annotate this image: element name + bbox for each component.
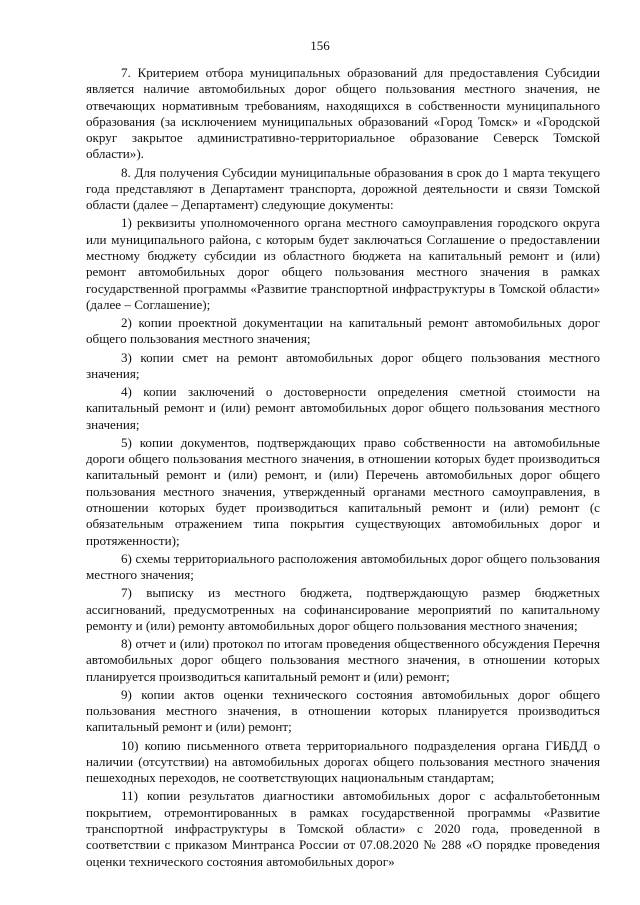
page-number: 156 — [310, 38, 330, 53]
list-item-3: 3) копии смет на ремонт автомобильных дорог общего пользования местного значения; — [86, 349, 600, 381]
list-item-9: 9) копии актов оценки технического состояния автомобильных дорог общего пользования местного значения, в отношении которых планируется производиться капитальный ремонт и (или) ремонт; — [86, 686, 600, 735]
list-item-6: 6) схемы территориального расположения автомобильных дорог общего пользования местного значения; — [86, 550, 600, 583]
list-item-11: 11) копии результатов диагностики автомобильных дорог с асфальтобетонным покрытием, отремонтированных в рамках государственной программы «Развитие транспортной инфраструктуры в Томской области» с 2020 года, проведенной в соответствии с приказом Минтранса России от 07.08.2020 № 288 «О порядке проведения оценки технического состояния автомобильных дорог» — [86, 788, 600, 869]
list-item-2: 2) копии проектной документации на капитальный ремонт автомобильных дорог общего пользования местного значения; — [86, 315, 600, 347]
list-item-1: 1) реквизиты уполномоченного органа местного самоуправления городского округа или муниципального района, с которым будет заключаться Соглашение о предоставлении местному бюджету субсидии из областного бюджета на капитальный ремонт и (или) ремонт автомобильных дорог общего пользования местного значения в рамках государственной программы «Развитие транспортной инфраструктуры в Томской области» (далее – Соглашение); — [86, 215, 600, 312]
list-item-7: 7) выписку из местного бюджета, подтверждающую размер бюджетных ассигнований, предусмотренных на софинансирование мероприятий по капитальному ремонту и (или) ремонту автомобильных дорог общего пользования местного значения; — [86, 585, 600, 633]
list-item-4: 4) копии заключений о достоверности определения сметной стоимости на капитальный ремонт и (или) ремонт автомобильных дорог общего пользования местного значения; — [86, 384, 600, 432]
list-item-5: 5) копии документов, подтверждающих право собственности на автомобильные дороги общего пользования местного значения, в отношении которых будет производиться капитальный ремонт и (или) ремонт, и (или) Перечень автомобильных дорог общего пользования местного значения, утвержденный органами местного самоуправления, в отношении которых будет производиться капитальный ремонт и (или) ремонт (с обязательным отражением типа покрытия существующих автомобильных дорог и протяженности); — [86, 434, 600, 548]
document-body — [86, 65, 600, 872]
paragraph-documents-intro: 8. Для получения Субсидии муниципальные образования в срок до 1 марта текущего года представляют в Департамент транспорта, дорожной деятельности и связи Томской области (далее – Департамент) следующие документы: — [86, 164, 600, 213]
paragraph-criterion: 7. Критерием отбора муниципальных образований для предоставления Субсидии является наличие автомобильных дорог общего пользования местного значения, не отвечающих нормативным требованиям, находящихся в собственности муниципального образования (за исключением муниципальных образований «Город Томск» и «Городской округ закрытое административно-территориальное образование Северск Томской области»). — [86, 65, 600, 162]
list-item-10: 10) копию письменного ответа территориального подразделения органа ГИБДД о наличии (отсутствии) на автомобильных дорогах общего пользования местного значения пешеходных переходов, не соответствующих национальным стандартам; — [86, 737, 600, 786]
list-item-8: 8) отчет и (или) протокол по итогам проведения общественного обсуждения Перечня автомобильных дорог общего пользования местного значения, в отношении которых планируется производиться капитальный ремонт и (или) ремонт; — [86, 636, 600, 684]
